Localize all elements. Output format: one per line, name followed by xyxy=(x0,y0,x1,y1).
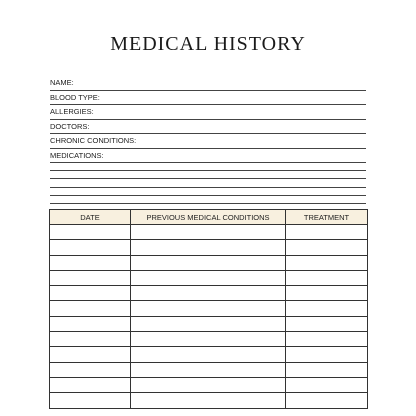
conditions-column-header: PREVIOUS MEDICAL CONDITIONS xyxy=(131,210,286,225)
date-cell[interactable] xyxy=(50,347,131,362)
blood-type-label: BLOOD TYPE: xyxy=(50,92,100,102)
date-cell[interactable] xyxy=(50,255,131,270)
table-row xyxy=(50,286,368,301)
treatment-cell[interactable] xyxy=(286,225,368,240)
date-cell[interactable] xyxy=(50,377,131,392)
medications-line[interactable] xyxy=(50,196,366,204)
condition-cell[interactable] xyxy=(131,225,286,240)
condition-cell[interactable] xyxy=(131,362,286,377)
table-row xyxy=(50,225,368,240)
allergies-field[interactable] xyxy=(50,105,366,120)
treatment-cell[interactable] xyxy=(286,347,368,362)
condition-cell[interactable] xyxy=(131,255,286,270)
date-cell[interactable] xyxy=(50,393,131,408)
chronic-conditions-label: CHRONIC CONDITIONS: xyxy=(50,136,137,145)
treatment-cell[interactable] xyxy=(286,332,368,347)
treatment-cell[interactable] xyxy=(286,301,368,316)
date-cell[interactable] xyxy=(50,332,131,347)
name-label: NAME: xyxy=(50,78,74,87)
chronic-conditions-field[interactable] xyxy=(50,134,366,149)
treatment-column-header: TREATMENT xyxy=(286,210,368,225)
condition-cell[interactable] xyxy=(131,286,286,301)
date-column-header: DATE xyxy=(50,210,131,225)
allergies-label: ALLERGIES: xyxy=(50,107,94,116)
medications-line[interactable] xyxy=(50,188,366,196)
treatment-cell[interactable] xyxy=(286,240,368,255)
treatment-cell[interactable] xyxy=(286,255,368,270)
treatment-cell[interactable] xyxy=(286,377,368,392)
table-row xyxy=(50,301,368,316)
condition-cell[interactable] xyxy=(131,393,286,408)
condition-cell[interactable] xyxy=(131,240,286,255)
blood-type-field[interactable] xyxy=(50,91,366,106)
medical-history-table xyxy=(49,209,368,409)
medications-line[interactable] xyxy=(50,171,366,179)
table-row xyxy=(50,393,368,408)
date-cell[interactable] xyxy=(50,270,131,285)
treatment-cell[interactable] xyxy=(286,362,368,377)
medications-field[interactable] xyxy=(50,149,366,164)
date-cell[interactable] xyxy=(50,301,131,316)
medications-line[interactable] xyxy=(50,179,366,187)
date-cell[interactable] xyxy=(50,240,131,255)
table-row xyxy=(50,240,368,255)
table-row xyxy=(50,255,368,270)
treatment-cell[interactable] xyxy=(286,286,368,301)
medications-label: MEDICATIONS: xyxy=(50,150,104,160)
date-cell[interactable] xyxy=(50,362,131,377)
date-cell[interactable] xyxy=(50,286,131,301)
condition-cell[interactable] xyxy=(131,316,286,331)
condition-cell[interactable] xyxy=(131,347,286,362)
doctors-field[interactable] xyxy=(50,120,366,135)
condition-cell[interactable] xyxy=(131,301,286,316)
table-row xyxy=(50,362,368,377)
condition-cell[interactable] xyxy=(131,270,286,285)
table-header-row xyxy=(50,210,368,225)
page-title: MEDICAL HISTORY xyxy=(110,33,306,55)
table-row xyxy=(50,332,368,347)
name-field[interactable] xyxy=(50,76,366,91)
table-row xyxy=(50,316,368,331)
condition-cell[interactable] xyxy=(131,377,286,392)
table-row xyxy=(50,377,368,392)
table-row xyxy=(50,270,368,285)
patient-info-section xyxy=(50,76,366,204)
treatment-cell[interactable] xyxy=(286,393,368,408)
doctors-label: DOCTORS: xyxy=(50,121,90,131)
treatment-cell[interactable] xyxy=(286,316,368,331)
condition-cell[interactable] xyxy=(131,332,286,347)
medications-line[interactable] xyxy=(50,163,366,171)
date-cell[interactable] xyxy=(50,316,131,331)
treatment-cell[interactable] xyxy=(286,270,368,285)
date-cell[interactable] xyxy=(50,225,131,240)
table-row xyxy=(50,347,368,362)
